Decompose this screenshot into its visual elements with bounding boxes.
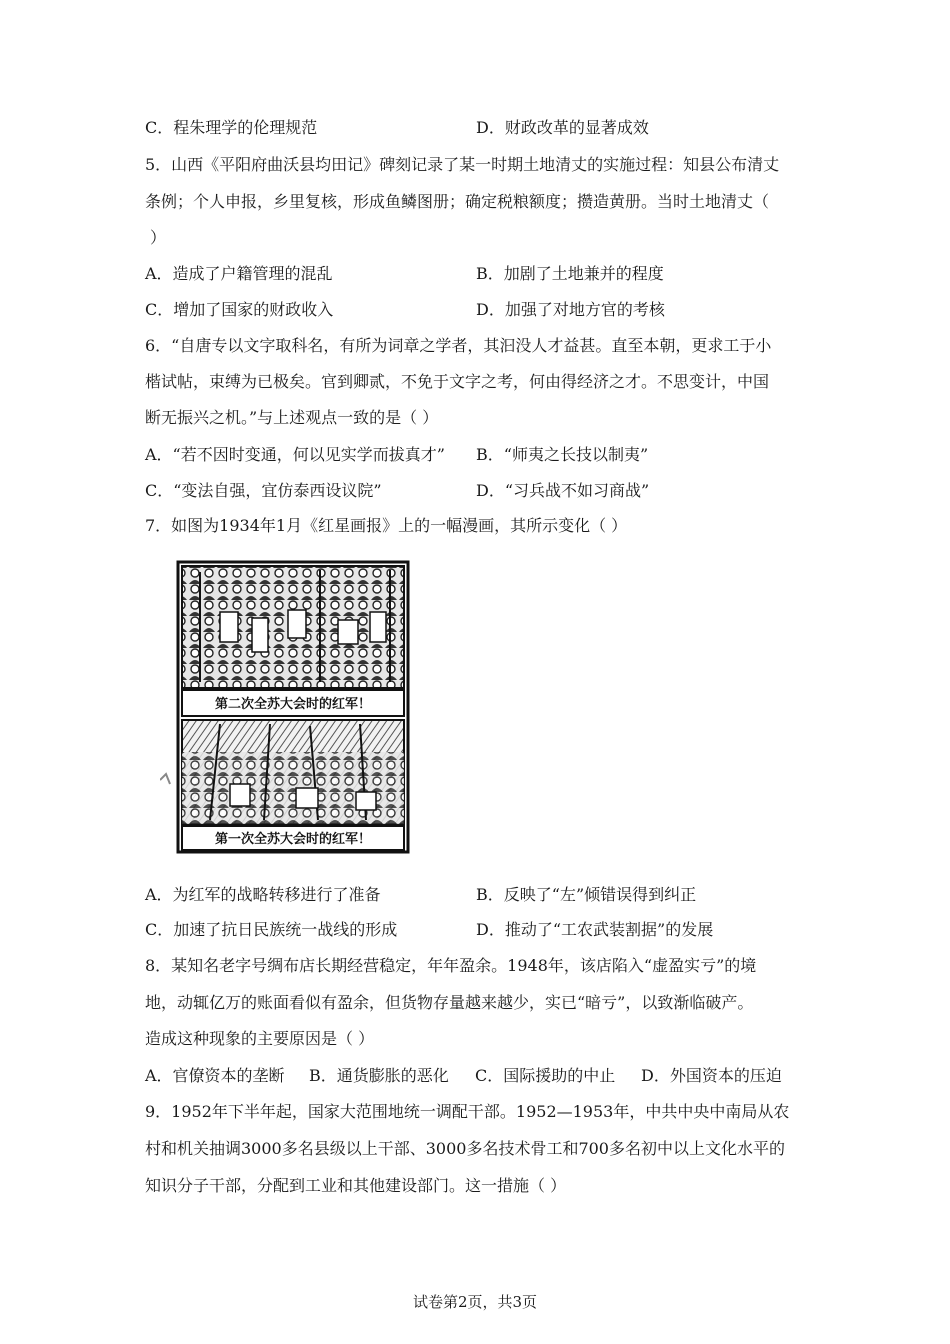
q8-option-a: A．官僚资本的垄断 (145, 1066, 285, 1085)
q4-option-d: D．财政改革的显著成效 (476, 118, 649, 137)
q6-option-c: C．“变法自强，宜仿泰西设议院” (145, 481, 382, 500)
q5-option-c: C．增加了国家的财政收入 (145, 300, 334, 319)
cartoon-caption-bottom: 第一次全苏大会时的红军！ (214, 832, 372, 847)
q5-option-d: D．加强了对地方官的考核 (476, 300, 665, 319)
page-footer: 试卷第2页，共3页 (412, 1293, 538, 1311)
q8-options-row (145, 1066, 782, 1086)
q6-option-a: A．“若不因时变通，何以见实学而拔真才” (145, 445, 445, 464)
q7-option-a: A．为红军的战略转移进行了准备 (145, 885, 381, 904)
q7-stem: 7．如图为1934年1月《红星画报》上的一幅漫画，其所示变化（ ） (145, 516, 628, 535)
q6-option-d: D．“习兵战不如习商战” (476, 481, 650, 500)
q5-stem-line1: 5．山西《平阳府曲沃县均田记》碑刻记录了某一时期土地清丈的实施过程：知县公布清丈 (145, 155, 780, 174)
cartoon-caption-top: 第二次全苏大会时的红军！ (214, 697, 372, 712)
red-army-cartoon-image (160, 552, 412, 856)
q8-stem-line2: 地，动辄亿万的账面看似有盈余，但货物存量越来越少，实已“暗亏”，以致渐临破产。 (145, 993, 754, 1012)
q9-stem-line3: 知识分子干部，分配到工业和其他建设部门。这一措施（ ） (145, 1176, 567, 1195)
q6-stem-line1: 6．“自唐专以文字取科名，有所为词章之学者，其汩没人才益甚。直至本朝，更求工于小 (145, 336, 772, 355)
q5-stem-line3: ） (150, 228, 167, 247)
q8-option-c: C．国际援助的中止 (475, 1066, 616, 1085)
q8-option-b: B．通货膨胀的恶化 (309, 1066, 449, 1085)
q8-stem-line3: 造成这种现象的主要原因是（ ） (145, 1029, 375, 1048)
q5-option-a: A．造成了户籍管理的混乱 (145, 264, 333, 283)
q7-option-d: D．推动了“工农武装割据”的发展 (476, 920, 714, 939)
q4-option-c: C．程朱理学的伦理规范 (145, 118, 318, 137)
q5-option-b: B．加剧了土地兼并的程度 (476, 264, 664, 283)
q9-stem-line1: 9．1952年下半年起，国家大范围地统一调配干部。1952—1953年，中共中央中南局从农 (145, 1102, 790, 1121)
q6-stem-line2: 楷试帖，束缚为已极矣。官到卿贰，不免于文字之考，何由得经济之才。不思变计，中国 (145, 372, 770, 391)
q7-option-b: B．反映了“左”倾错误得到纠正 (476, 885, 697, 904)
q8-stem-line1: 8．某知名老字号绸布店长期经营稳定，年年盈余。1948年，该店陷入“虚盈实亏”的境 (145, 956, 757, 975)
q9-stem-line2: 村和机关抽调3000多名县级以上干部、3000多名技术骨工和700多名初中以上文化水平的 (145, 1139, 785, 1158)
q8-option-d: D．外国资本的压迫 (641, 1066, 782, 1085)
q5-stem-line2: 条例；个人申报，乡里复核，形成鱼鳞图册；确定税粮额度；攒造黄册。当时土地清丈（ (145, 192, 770, 211)
q6-stem-line3: 断无振兴之机。”与上述观点一致的是（ ） (145, 408, 439, 427)
q7-option-c: C．加速了抗日民族统一战线的形成 (145, 920, 398, 939)
q6-option-b: B．“师夷之长技以制夷” (476, 445, 649, 464)
